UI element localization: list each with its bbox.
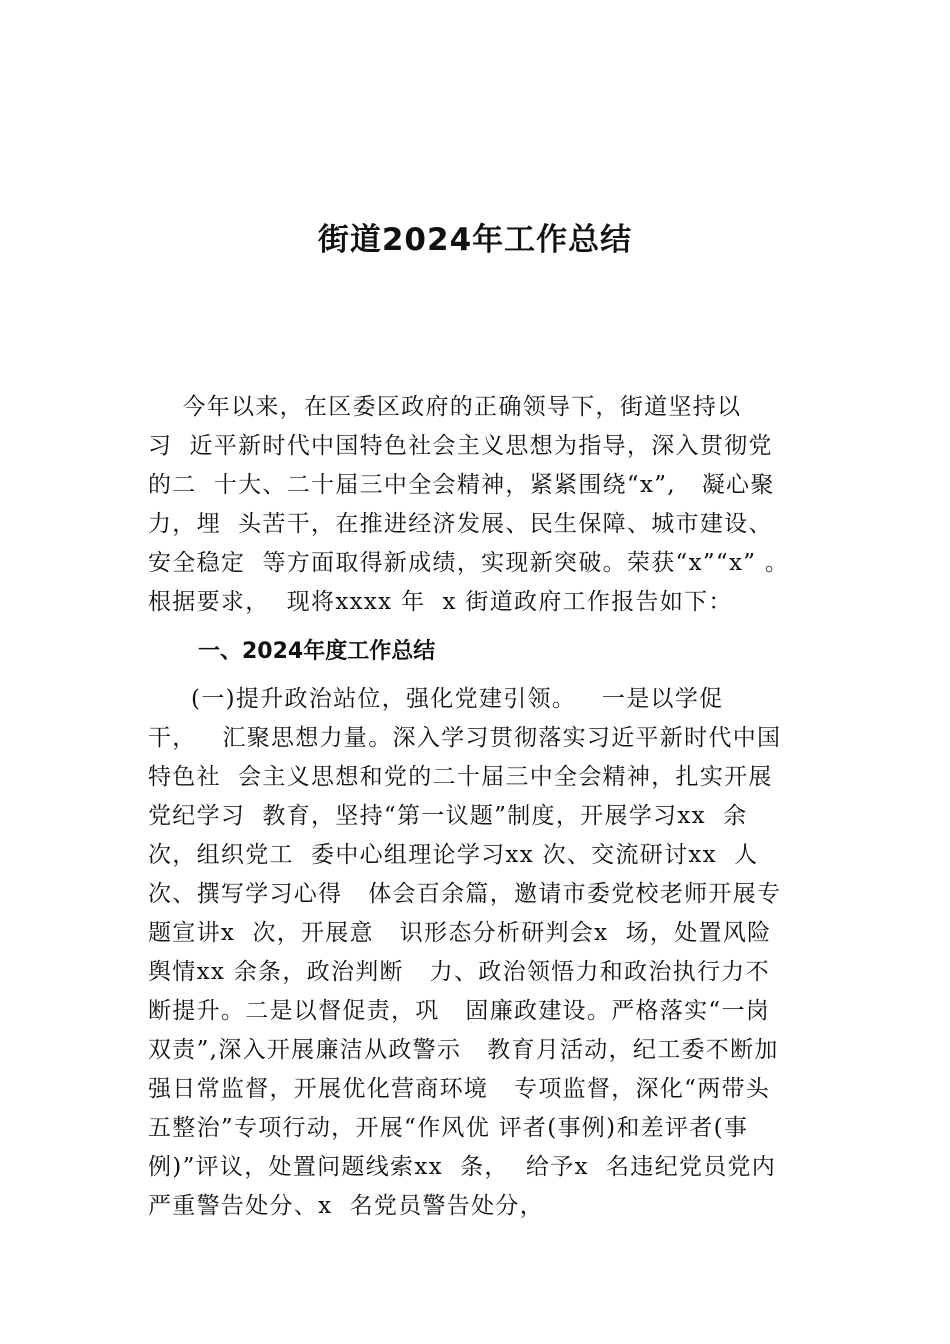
body-line: 次，组织党工 委中心组理论学习xx 次、交流研讨xx 人: [148, 842, 759, 868]
intro-line: 的二 十大、二十届三中全会精神，紧紧围绕“x”, 凝心聚: [148, 472, 775, 498]
section-heading: 一、2024年度工作总结: [198, 639, 436, 664]
body-line: 次、撰写学习心得 体会百余篇，邀请市委党校老师开展专: [148, 881, 782, 907]
body-line: 党纪学习 教育，坚持“第一议题”制度，开展学习xx 余: [148, 803, 748, 829]
intro-line: 力，埋 头苦干，在推进经济发展、民生保障、城市建设、: [148, 511, 773, 537]
body-line: 强日常监督，开展优化营商环境 专项监督，深化“两带头: [148, 1076, 771, 1102]
intro-line: 根据要求， 现将xxxx 年 x 街道政府工作报告如下：: [148, 589, 733, 615]
intro-line: 安全稳定 等方面取得新成绩，实现新突破。荣获“x”“x” 。: [148, 550, 790, 576]
intro-line: 习 近平新时代中国特色社会主义思想为指导，深入贯彻党: [148, 433, 773, 459]
body-line: 干， 汇聚思想力量。深入学习贯彻落实习近平新时代中国: [148, 725, 782, 751]
body-line: 五整治”专项行动，开展“作风优 评者(事例)和差评者(事: [148, 1115, 749, 1141]
body-line: 断提升。二是以督促责，巩 固廉政建设。严格落实“一岗: [148, 998, 771, 1024]
body-line: (一)提升政治站位，强化党建引领。 一是以学促: [148, 686, 724, 712]
body-line: 严重警告处分、x 名党员警告处分，: [148, 1193, 544, 1219]
body-line: 舆情xx 余条，政治判断 力、政治领悟力和政治执行力不: [148, 959, 770, 985]
body-line: 例)”评议，处置问题线索xx 条， 给予x 名违纪党员党内: [148, 1154, 777, 1180]
intro-line: 今年以来，在区委区政府的正确领导下，街道坚持以: [148, 394, 742, 420]
document-title: 街道2024年工作总结: [317, 222, 633, 258]
body-line: 双责”,深入开展廉洁从政警示 教育月活动，纪工委不断加: [148, 1037, 779, 1063]
body-line: 题宣讲x 次，开展意 识形态分析研判会x 场，处置风险: [148, 920, 772, 946]
body-line: 特色社 会主义思想和党的二十届三中全会精神，扎实开展: [148, 764, 773, 790]
